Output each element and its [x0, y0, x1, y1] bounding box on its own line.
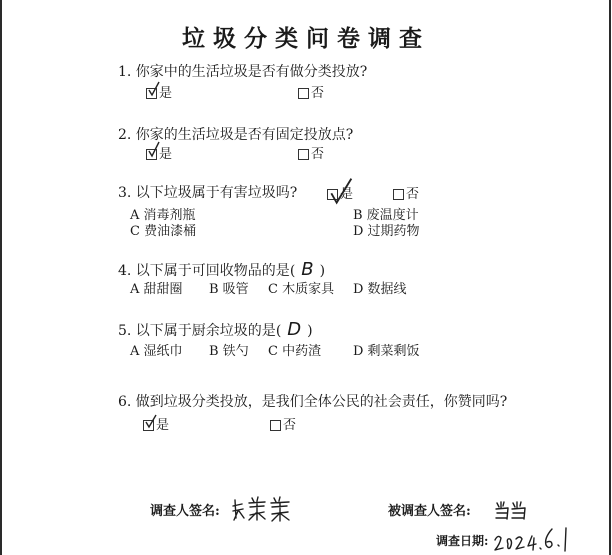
respondent-signature-label: 被调查人签名: — [388, 504, 471, 519]
q5-item-c: C 中药渣 — [268, 344, 322, 359]
q1-option-no-label: 否 — [311, 86, 325, 101]
q2-checkbox-yes[interactable] — [146, 149, 157, 160]
q3-item-c: C 费油漆桶 — [130, 224, 197, 239]
handwritten-signature-respondent — [494, 500, 528, 522]
q3-option-no-label: 否 — [406, 187, 420, 202]
question-4-text: 4. 以下属于可回收物品的是 — [118, 263, 290, 279]
q1-option-yes-label: 是 — [159, 86, 173, 101]
handwritten-signature-surveyor — [232, 494, 298, 522]
question-4 — [118, 260, 325, 280]
q3-option-yes[interactable] — [327, 183, 353, 202]
question-2: 2. 你家的生活垃圾是否有固定投放点? — [118, 127, 354, 143]
q3-checkbox-yes[interactable] — [327, 189, 338, 200]
q3-item-b: B 废温度计 — [353, 208, 419, 223]
q5-item-a: A 湿纸巾 — [130, 344, 183, 359]
q6-option-yes[interactable] — [143, 414, 169, 433]
check-mark-icon — [328, 176, 348, 200]
question-5 — [118, 320, 313, 340]
q2-checkbox-no[interactable] — [298, 149, 309, 160]
q3-option-no[interactable] — [393, 183, 419, 202]
q2-option-no-label: 否 — [311, 147, 325, 162]
q1-checkbox-yes[interactable] — [146, 88, 157, 99]
q4-paren-close: ) — [319, 263, 326, 279]
surveyor-signature-label: 调查人签名: — [150, 504, 220, 519]
q1-option-no[interactable] — [298, 82, 324, 101]
question-1: 1. 你家中的生活垃圾是否有做分类投放? — [118, 64, 368, 80]
q2-option-no[interactable] — [298, 143, 324, 162]
q6-option-no-label: 否 — [283, 418, 297, 433]
q2-option-yes[interactable] — [146, 143, 172, 162]
q1-checkbox-no[interactable] — [298, 88, 309, 99]
right-scan-edge — [609, 0, 611, 555]
q6-checkbox-no[interactable] — [270, 420, 281, 431]
q4-answer-handwritten: B — [301, 259, 314, 280]
page-title: 垃圾分类问卷调查 — [182, 25, 430, 52]
check-mark-icon — [144, 412, 158, 430]
check-mark-icon — [147, 141, 161, 159]
q6-checkbox-yes[interactable] — [143, 420, 154, 431]
left-scan-edge — [0, 0, 2, 555]
question-5-text: 5. 以下属于厨余垃圾的是 — [118, 323, 276, 339]
q6-option-yes-label: 是 — [156, 418, 170, 433]
q5-item-b: B 铁勺 — [209, 344, 249, 359]
q6-option-no[interactable] — [270, 414, 296, 433]
q5-paren-close: ) — [307, 323, 313, 339]
q4-item-b: B 吸管 — [209, 282, 249, 297]
q3-item-d: D 过期药物 — [353, 224, 420, 239]
q5-item-d: D 剩菜剩饭 — [353, 344, 420, 359]
survey-date-label: 调查日期: — [436, 534, 489, 548]
q2-option-yes-label: 是 — [159, 147, 173, 162]
q4-item-c: C 木质家具 — [268, 282, 335, 297]
q4-paren-open: ( — [289, 263, 296, 279]
question-6: 6. 做到垃圾分类投放，是我们全体公民的社会责任，你赞同吗? — [118, 394, 508, 410]
handwritten-date — [492, 524, 576, 554]
q3-item-a: A 消毒剂瓶 — [130, 208, 196, 223]
q4-item-d: D 数据线 — [353, 282, 407, 297]
q5-paren-open: ( — [275, 323, 282, 339]
q1-option-yes[interactable] — [146, 82, 172, 101]
q3-checkbox-no[interactable] — [393, 189, 404, 200]
q5-answer-handwritten: D — [287, 319, 302, 340]
q3-option-yes-label: 是 — [340, 187, 354, 202]
question-3: 3. 以下垃圾属于有害垃圾吗? — [118, 185, 298, 201]
q4-item-a: A 甜甜圈 — [130, 282, 183, 297]
check-mark-icon — [147, 80, 161, 98]
